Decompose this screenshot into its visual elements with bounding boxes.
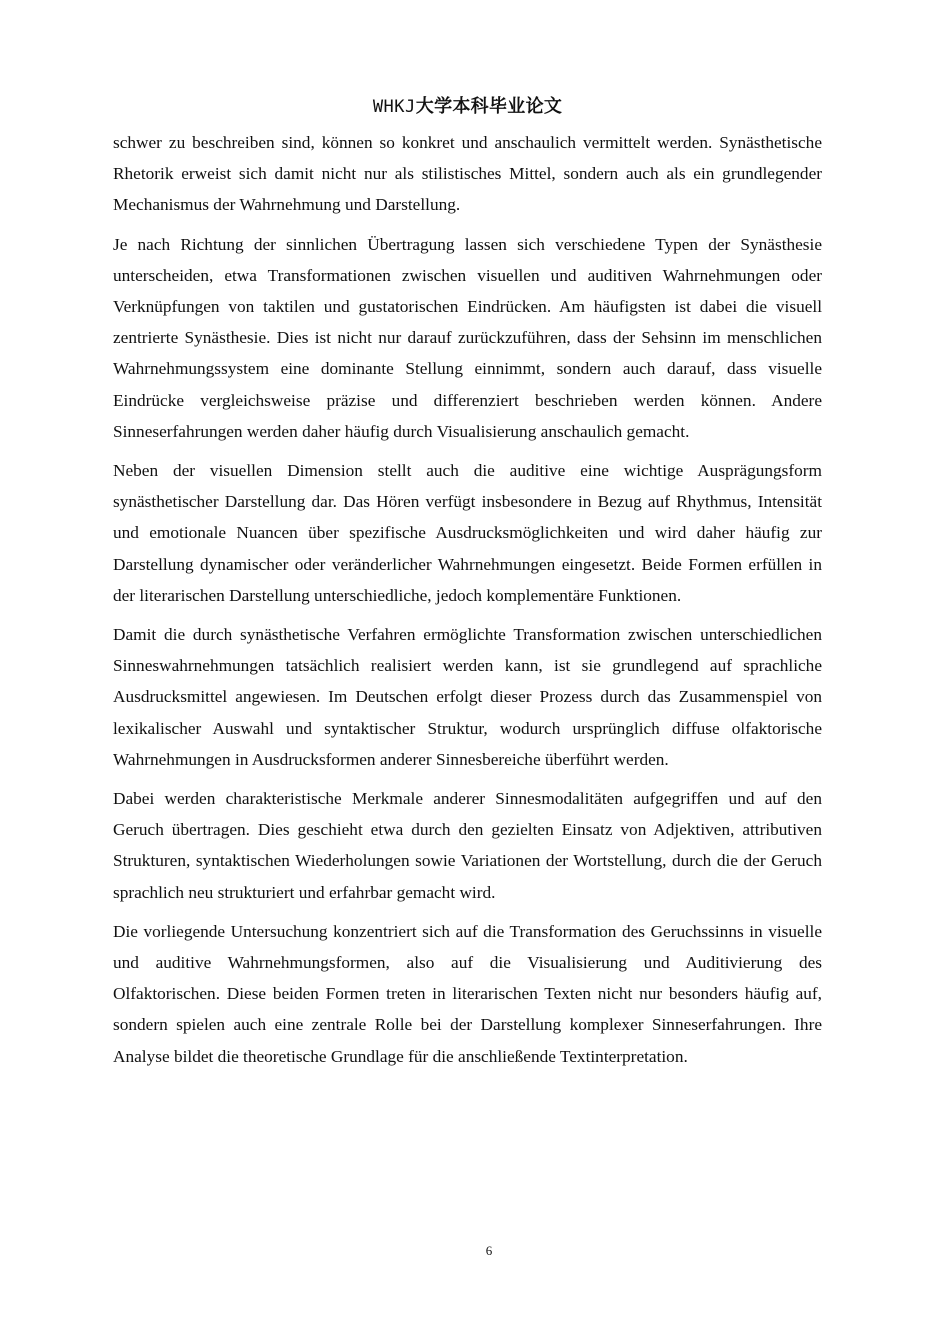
header-thesis-title: 大学本科毕业论文 <box>415 96 563 117</box>
running-header <box>113 95 822 119</box>
paragraph-3: Neben der visuellen Dimension stellt auch die auditive eine wichtige Ausprägungsform synästhetischer Darstellung dar. Das Hören verfügt insbesondere in Bezug auf Rhythmus, Intensität und emotionale Nuancen über spezifische Ausdrucksmöglichkeiten und wird daher häufig zur Darstellung dynamischer oder veränderlicher Wahrnehmungen eingesetzt. Beide Formen erfüllen in der literarischen Darstellung unterschiedliche, jedoch komplementäre Funktionen. <box>113 461 822 605</box>
paragraph-5: Dabei werden charakteristische Merkmale anderer Sinnesmodalitäten aufgegriffen und auf den Geruch übertragen. Dies geschieht etwa durch den gezielten Einsatz von Adjektiven, attributiven Strukturen, syntaktischen Wiederholungen sowie Variationen der Wortstellung, durch die der Geruch sprachlich neu strukturiert und erfahrbar gemacht wird. <box>113 789 822 902</box>
body-text <box>113 127 822 1080</box>
paragraph-6: Die vorliegende Untersuchung konzentriert sich auf die Transformation des Geruchssinns in visuelle und auditive Wahrnehmungsformen, also auf die Visualisierung und Auditivierung des Olfaktorischen. Diese beiden Formen treten in literarischen Texten nicht nur besonders häufig auf, sondern spielen auch eine zentrale Rolle bei der Darstellung komplexer Sinneserfahrungen. Ihre Analyse bildet die theoretische Grundlage für die anschließende Textinterpretation. <box>113 921 822 1066</box>
paragraph-4: Damit die durch synästhetische Verfahren ermöglichte Transformation zwischen unterschiedlichen Sinneswahrnehmungen tatsächlich realisiert werden kann, ist sie grundlegend auf sprachliche Ausdrucksmittel angewiesen. Im Deutschen erfolgt dieser Prozess durch das Zusammenspiel von lexikalischer Auswahl und syntaktischer Struktur, wodurch ursprünglich diffuse olfaktorische Wahrnehmungen in Ausdrucksformen anderer Sinnesbereiche überführt werden. <box>113 625 822 769</box>
paragraph-1: schwer zu beschreiben sind, können so konkret und anschaulich vermittelt werden. Synästhetische Rhetorik erweist sich damit nicht nur als stilistisches Mittel, sondern auch als ein grundlegender Mechanismus der Wahrnehmung und Darstellung. <box>113 133 822 215</box>
header-institution-code: WHKJ <box>372 97 416 117</box>
page-number: 6 <box>485 1243 493 1258</box>
paragraph-2: Je nach Richtung der sinnlichen Übertragung lassen sich verschiedene Typen der Synästhesie unterscheiden, etwa Transformationen zwischen visuellen und auditiven Wahrnehmungen oder Verknüpfungen von taktilen und gustatorischen Eindrücken. Am häufigsten ist dabei die visuell zentrierte Synästhesie. Dies ist nicht nur darauf zurückzuführen, dass der Sehsinn im menschlichen Wahrnehmungssystem eine dominante Stellung einnimmt, sondern auch darauf, dass visuelle Eindrücke vergleichsweise präzise und differenziert beschrieben werden können. Andere Sinneserfahrungen werden daher häufig durch Visualisierung anschaulich gemacht. <box>113 234 822 441</box>
